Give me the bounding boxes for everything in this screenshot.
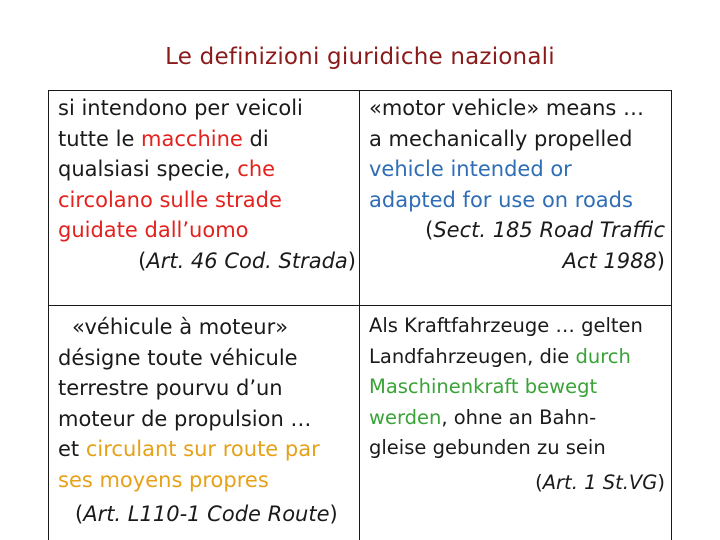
- french-citation: (Art. L110-1 Code Route): [75, 502, 338, 526]
- german-text: , ohne an Bahn-: [441, 405, 597, 429]
- english-citation-text-2: Act 1988: [562, 248, 657, 273]
- english-line-4: adapted for use on roads: [369, 187, 633, 212]
- german-highlight-durch: durch: [575, 344, 631, 368]
- french-line-5: [58, 434, 358, 465]
- table-column-divider: [359, 90, 360, 540]
- italian-text: tutte le: [58, 126, 142, 151]
- cell-french-definition: [58, 312, 358, 530]
- table-border-top: [48, 90, 672, 91]
- french-citation-text: Art. L110-1 Code Route: [83, 502, 330, 526]
- german-citation-text: Art. 1 St.VG: [542, 470, 658, 494]
- german-line-1: Als Kraftfahrzeuge … gelten: [369, 314, 643, 337]
- italian-line-3: [58, 154, 358, 185]
- english-line-1: «motor vehicle» means …: [369, 96, 645, 120]
- italian-citation-text: Art. 46 Cod. Strada: [146, 248, 348, 273]
- english-line-2: a mechanically propelled: [369, 126, 633, 151]
- slide-title: Le definizioni giuridiche nazionali: [165, 44, 555, 70]
- english-citation-text-1: Sect. 185 Road Traffic: [433, 218, 665, 242]
- italian-highlight-macchine: macchine: [141, 126, 243, 151]
- italian-citation: (Art. 46 Cod. Strada): [138, 248, 356, 273]
- german-citation: (Art. 1 St.VG): [535, 470, 665, 494]
- italian-line-1: si intendono per veicoli: [58, 96, 303, 120]
- table-border-right: [671, 90, 672, 540]
- italian-line-4: circolano sulle strade: [58, 187, 282, 212]
- french-text: et: [58, 437, 86, 461]
- cell-italian-definition: [58, 93, 358, 276]
- italian-highlight-che: che: [237, 157, 276, 181]
- italian-text: qualsiasi specie,: [58, 157, 238, 181]
- german-line-4: [369, 403, 665, 434]
- definitions-table: [48, 90, 672, 540]
- german-line-2: [369, 342, 665, 373]
- english-citation-2: Act 1988): [562, 248, 665, 273]
- italian-text: di: [242, 126, 269, 151]
- english-citation-1: (Sect. 185 Road Traffic: [425, 218, 665, 242]
- french-line-6: ses moyens propres: [58, 467, 269, 492]
- english-line-3: vehicle intended or: [369, 157, 572, 181]
- table-row-divider: [48, 305, 672, 306]
- french-line-1: «véhicule à moteur»: [72, 315, 289, 339]
- table-border-left: [48, 90, 49, 540]
- french-line-3: terrestre pourvu d’un: [58, 376, 283, 400]
- italian-line-2: [58, 124, 358, 155]
- german-highlight-werden: werden: [369, 405, 442, 429]
- cell-german-definition: [369, 311, 665, 498]
- german-text: Landfahrzeugen, die: [369, 344, 576, 368]
- german-line-3: Maschinenkraft bewegt: [369, 375, 598, 398]
- cell-english-definition: [369, 93, 665, 276]
- french-line-4: moteur de propulsion …: [58, 406, 312, 431]
- french-line-2: désigne toute véhicule: [58, 345, 298, 370]
- french-highlight-circulant: circulant sur route par: [85, 437, 320, 461]
- german-line-5: gleise gebunden zu sein: [369, 436, 606, 459]
- italian-line-5: guidate dall’uomo: [58, 218, 249, 242]
